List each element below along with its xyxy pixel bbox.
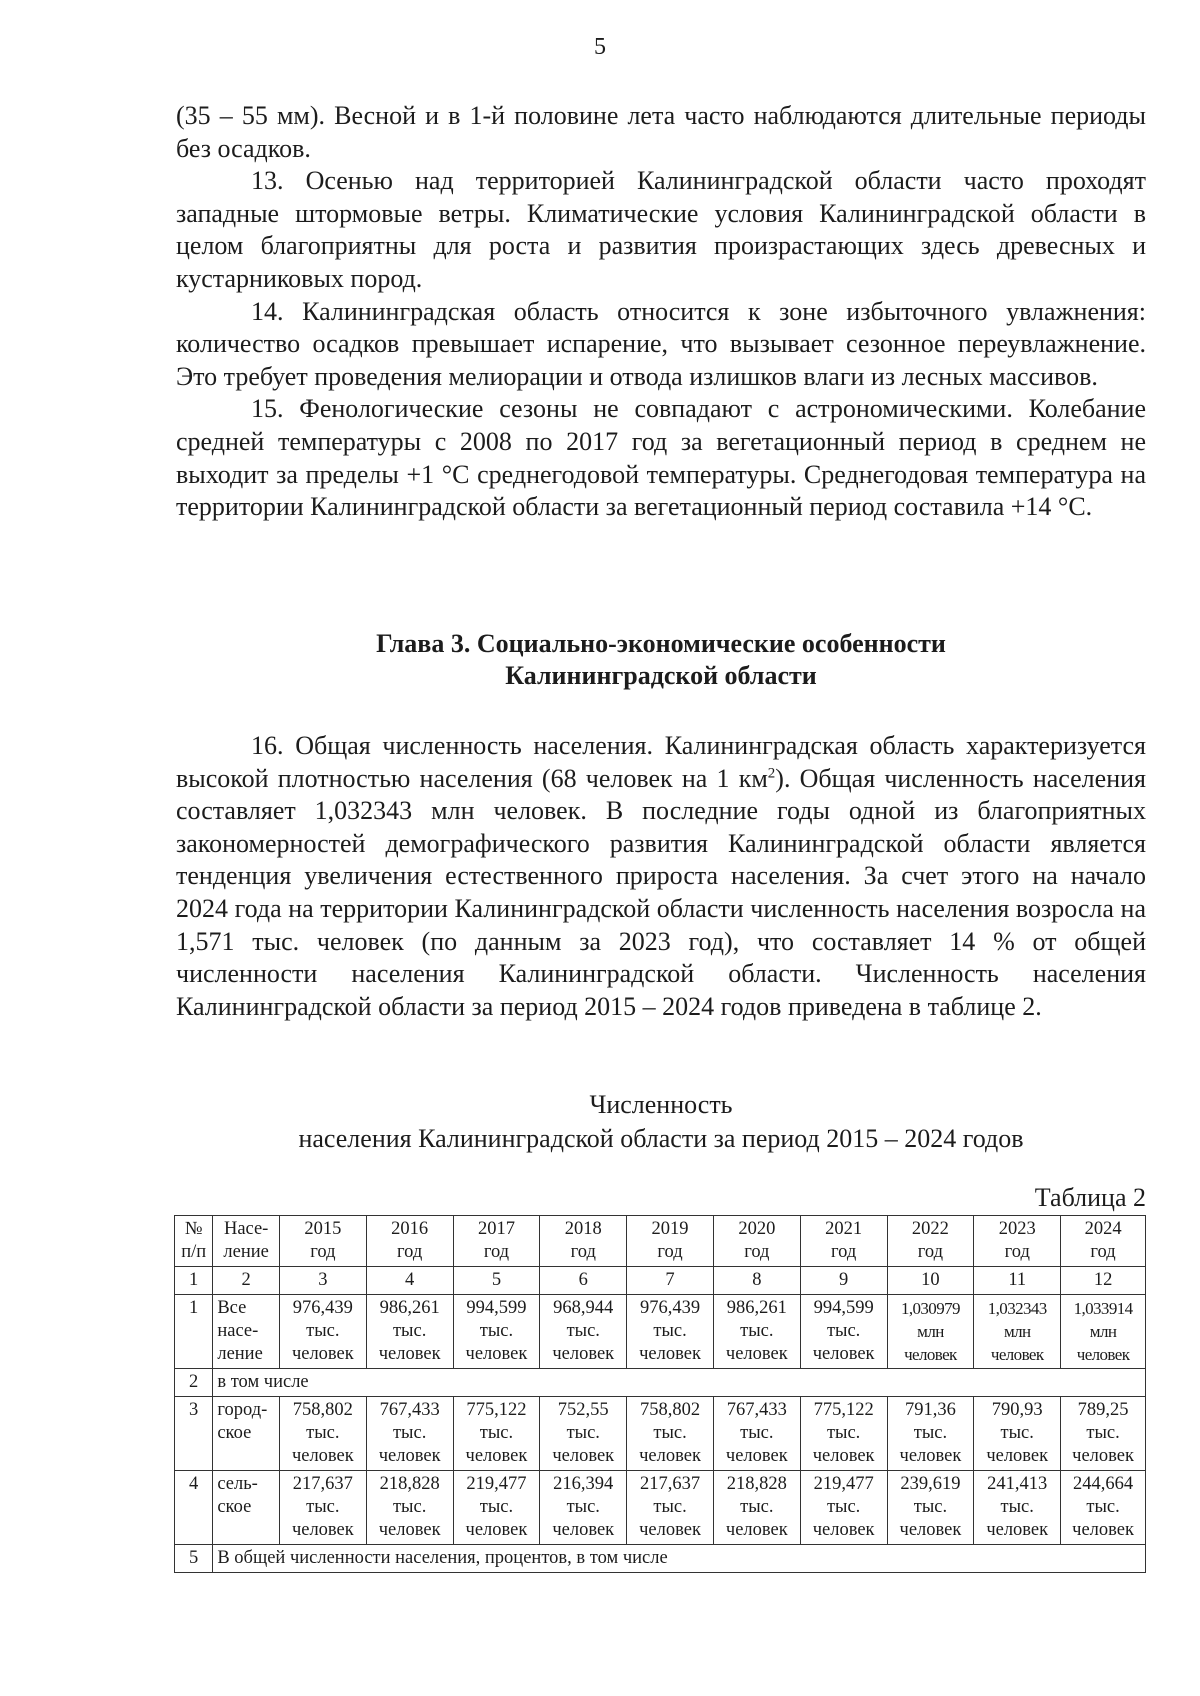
value-people: человек: [378, 1520, 441, 1540]
superscript-2: 2: [767, 764, 776, 781]
value-cell: [279, 1471, 366, 1545]
value-unit: тыс.: [1086, 1423, 1120, 1443]
value-people: человек: [291, 1520, 354, 1540]
value-unit: тыс.: [1086, 1497, 1120, 1517]
header-population-line2: ление: [223, 1242, 269, 1262]
paragraph-16-part1: 16. Общая численность населения. Калининградская область характеризуется высокой плотностью населения (68 человек на 1 км: [176, 731, 1146, 793]
value-number: 218,828: [726, 1474, 787, 1494]
value-unit: тыс.: [392, 1423, 427, 1443]
value-unit: тыс.: [740, 1423, 774, 1443]
value-people: человек: [1072, 1520, 1134, 1540]
chapter-heading-line2: Калининградской области: [505, 661, 817, 690]
paragraph-12-end: (35 – 55 мм). Весной и в 1-й половине лета часто наблюдаются длительные периоды без осадков.: [176, 101, 1146, 163]
value-number: 758,802: [639, 1400, 701, 1420]
value-people: человек: [465, 1446, 528, 1466]
value-number: 986,261: [379, 1298, 440, 1318]
value-cell: [279, 1295, 366, 1369]
paragraph-14: 14. Калининградская область относится к зоне избыточного увлажнения: количество осадков превышает испарение, что вызывает сезонное переувлажнение. Это требует проведения мелиорации и отвода излишков влаги из лесных массивов.: [176, 296, 1146, 391]
value-number: 775,122: [466, 1400, 527, 1420]
header-cell-year: [366, 1216, 453, 1267]
row-label-line1: сель-: [217, 1474, 258, 1494]
header-cell-year: [713, 1216, 800, 1267]
value-people: человек: [812, 1446, 875, 1466]
table-caption: [176, 1088, 1146, 1156]
value-number: 239,619: [900, 1474, 961, 1494]
paragraph-16-block: [176, 730, 1146, 1023]
header-year: 2015: [304, 1219, 342, 1239]
column-number-cell: 10: [887, 1267, 974, 1295]
value-people: человек: [812, 1344, 875, 1364]
value-people: человек: [986, 1520, 1049, 1540]
value-number: 789,25: [1077, 1400, 1129, 1420]
header-year-suffix: год: [744, 1242, 770, 1262]
value-unit: тыс.: [306, 1321, 340, 1341]
row-label-line2: насе-: [217, 1321, 259, 1341]
body-text: [176, 100, 1146, 524]
value-unit: тыс.: [826, 1497, 861, 1517]
row-label-cell: [213, 1397, 280, 1471]
value-cell: [540, 1397, 627, 1471]
value-unit: тыс.: [479, 1423, 514, 1443]
value-unit: тыс.: [306, 1423, 340, 1443]
value-unit: тыс.: [913, 1423, 948, 1443]
column-number-cell: 7: [627, 1267, 714, 1295]
value-number: 767,433: [726, 1400, 787, 1420]
table-row: [175, 1397, 1146, 1471]
header-cell-year: [974, 1216, 1061, 1267]
header-year: 2021: [825, 1219, 863, 1239]
chapter-heading: [176, 628, 1146, 692]
value-number: 217,637: [292, 1474, 353, 1494]
value-cell: [1061, 1397, 1146, 1471]
value-people: человек: [990, 1345, 1044, 1364]
value-people: человек: [904, 1345, 957, 1364]
value-cell: [800, 1397, 887, 1471]
header-year-suffix: год: [1004, 1242, 1030, 1262]
header-cell-year: [453, 1216, 540, 1267]
value-people: человек: [725, 1520, 788, 1540]
value-cell: [974, 1397, 1061, 1471]
value-cell: [453, 1397, 540, 1471]
row-number-cell: 3: [175, 1397, 213, 1471]
value-number: 775,122: [813, 1400, 874, 1420]
value-unit: тыс.: [1000, 1423, 1034, 1443]
value-number: 791,36: [904, 1400, 956, 1420]
column-number-cell: 2: [213, 1267, 280, 1295]
value-cell: [366, 1471, 453, 1545]
row-label-line1: Все: [217, 1298, 247, 1318]
row-label-line1: город-: [217, 1400, 268, 1420]
table-row: [175, 1545, 1146, 1573]
header-year-suffix: год: [310, 1242, 336, 1262]
column-number-cell: 9: [800, 1267, 887, 1295]
column-number-cell: 5: [453, 1267, 540, 1295]
value-unit: тыс.: [826, 1321, 861, 1341]
header-cell-year: [1061, 1216, 1146, 1267]
row-number-cell: 2: [175, 1369, 213, 1397]
value-cell: [974, 1471, 1061, 1545]
value-people: человек: [812, 1520, 875, 1540]
value-number: 752,55: [557, 1400, 609, 1420]
value-number: 968,944: [553, 1298, 614, 1318]
value-cell: [800, 1295, 887, 1369]
value-cell: [713, 1471, 800, 1545]
row-label-line2: ское: [217, 1423, 252, 1443]
paragraph-13: 13. Осенью над территорией Калининградской области часто проходят западные штормовые ветры. Климатические условия Калининградской области в целом благоприятны для роста и развития произрастающих здесь древесных и кустарниковых пород.: [176, 166, 1146, 293]
value-unit: тыс.: [566, 1497, 600, 1517]
value-number: 976,439: [639, 1298, 701, 1318]
value-cell: [540, 1471, 627, 1545]
header-cell-year: [279, 1216, 366, 1267]
value-cell: [627, 1295, 714, 1369]
header-cell-year: [800, 1216, 887, 1267]
value-people: человек: [639, 1344, 701, 1364]
value-cell: [974, 1295, 1061, 1369]
value-unit: тыс.: [479, 1497, 514, 1517]
value-people: человек: [1072, 1446, 1134, 1466]
column-number-cell: 3: [279, 1267, 366, 1295]
value-cell: [453, 1471, 540, 1545]
population-table: [174, 1215, 1146, 1573]
value-cell: [887, 1295, 974, 1369]
header-year-suffix: год: [397, 1242, 423, 1262]
value-unit: тыс.: [740, 1497, 774, 1517]
value-cell: [627, 1397, 714, 1471]
value-unit: тыс.: [913, 1497, 948, 1517]
paragraph-15: 15. Фенологические сезоны не совпадают с астрономическими. Колебание средней температуры с 2008 по 2017 год за вегетационный период в среднем не выходит за пределы +1 °С среднегодовой температуры. Среднегодовая температура на территории Калининградской области за вегетационный период составила +14 °С.: [176, 394, 1146, 522]
value-unit: тыс.: [653, 1497, 687, 1517]
header-number-line1: №: [184, 1219, 203, 1239]
column-number-cell: 1: [175, 1267, 213, 1295]
value-people: человек: [725, 1446, 788, 1466]
value-unit: тыс.: [566, 1423, 600, 1443]
value-people: человек: [291, 1446, 354, 1466]
header-cell-population: [213, 1216, 280, 1267]
table-caption-line1: Численность: [589, 1090, 733, 1119]
row-number-cell: 1: [175, 1295, 213, 1369]
value-people: человек: [639, 1446, 701, 1466]
table-caption-line2: населения Калининградской области за период 2015 – 2024 годов: [298, 1124, 1024, 1153]
header-number-line2: п/п: [181, 1242, 207, 1262]
header-year: 2022: [911, 1219, 949, 1239]
page-number: 5: [594, 34, 606, 60]
value-cell: [713, 1397, 800, 1471]
value-number: 994,599: [466, 1298, 527, 1318]
value-number: 217,637: [639, 1474, 701, 1494]
value-people: человек: [899, 1446, 962, 1466]
value-cell: [540, 1295, 627, 1369]
row-label-line2: ское: [217, 1497, 252, 1517]
value-unit: тыс.: [740, 1321, 774, 1341]
value-unit: млн: [917, 1322, 944, 1341]
row-span-cell: В общей численности населения, процентов, в том числе: [213, 1545, 1146, 1573]
value-number: 986,261: [726, 1298, 787, 1318]
column-number-cell: 6: [540, 1267, 627, 1295]
row-label-cell: [213, 1295, 280, 1369]
value-unit: тыс.: [653, 1321, 687, 1341]
value-people: человек: [552, 1344, 615, 1364]
value-cell: [366, 1397, 453, 1471]
value-people: человек: [899, 1520, 962, 1540]
value-number: 219,477: [466, 1474, 527, 1494]
value-unit: тыс.: [392, 1497, 427, 1517]
table-row: [175, 1471, 1146, 1545]
header-year-suffix: год: [657, 1242, 683, 1262]
value-people: человек: [552, 1520, 615, 1540]
value-unit: тыс.: [1000, 1497, 1034, 1517]
value-unit: тыс.: [653, 1423, 687, 1443]
value-cell: [800, 1471, 887, 1545]
value-people: человек: [378, 1344, 441, 1364]
value-number: 1,032343: [987, 1299, 1047, 1318]
value-people: человек: [291, 1344, 354, 1364]
value-number: 216,394: [553, 1474, 614, 1494]
header-year: 2023: [998, 1219, 1036, 1239]
table-header-row: [175, 1216, 1146, 1267]
value-number: 241,413: [987, 1474, 1048, 1494]
header-year: 2024: [1084, 1219, 1122, 1239]
value-people: человек: [1076, 1345, 1130, 1364]
row-label-cell: [213, 1471, 280, 1545]
column-number-cell: 4: [366, 1267, 453, 1295]
value-unit: млн: [1089, 1322, 1117, 1341]
value-people: человек: [725, 1344, 788, 1364]
header-population-line1: Насе-: [223, 1219, 269, 1239]
header-year: 2020: [738, 1219, 776, 1239]
value-people: человек: [552, 1446, 615, 1466]
value-cell: [1061, 1471, 1146, 1545]
column-number-cell: 8: [713, 1267, 800, 1295]
value-unit: тыс.: [306, 1497, 340, 1517]
value-unit: млн: [1003, 1322, 1031, 1341]
value-number: 244,664: [1073, 1474, 1134, 1494]
table-row: [175, 1369, 1146, 1397]
value-unit: тыс.: [392, 1321, 427, 1341]
paragraph-16: [176, 730, 1146, 1023]
value-cell: [887, 1471, 974, 1545]
header-year-suffix: год: [1090, 1242, 1116, 1262]
header-cell-year: [540, 1216, 627, 1267]
value-number: 758,802: [292, 1400, 353, 1420]
value-people: человек: [465, 1344, 528, 1364]
value-number: 1,030979: [900, 1299, 960, 1318]
table-column-number-row: [175, 1267, 1146, 1295]
header-year-suffix: год: [917, 1242, 944, 1262]
paragraph-16-part2: ). Общая численность населения составляет 1,032343 млн человек. В последние годы одной из благоприятных закономерностей демографического развития Калининградской области является тенденция увеличения естественного прироста населения. За счет этого на начало 2024 года на территории Калининградской области численность населения возросла на 1,571 тыс. человек (по данным за 2023 год), что составляет 14 % от общей численности населения Калининградской области. Численность населения Калининградской области за период 2015 – 2024 годов приведена в таблице 2.: [176, 763, 1146, 1021]
value-cell: [453, 1295, 540, 1369]
header-year-suffix: год: [831, 1242, 857, 1262]
value-number: 219,477: [813, 1474, 874, 1494]
value-number: 1,033914: [1073, 1299, 1133, 1318]
chapter-heading-line1: Глава 3. Социально-экономические особенности: [376, 629, 946, 658]
table-row: [175, 1295, 1146, 1369]
header-year: 2016: [391, 1219, 429, 1239]
row-label-line3: ление: [217, 1344, 263, 1364]
value-cell: [713, 1295, 800, 1369]
value-cell: [279, 1397, 366, 1471]
value-unit: тыс.: [566, 1321, 600, 1341]
value-number: 218,828: [379, 1474, 440, 1494]
value-cell: [1061, 1295, 1146, 1369]
value-number: 767,433: [379, 1400, 440, 1420]
value-cell: [627, 1471, 714, 1545]
table-number: Таблица 2: [1034, 1183, 1146, 1212]
value-people: человек: [986, 1446, 1049, 1466]
header-year-suffix: год: [570, 1242, 596, 1262]
value-people: человек: [465, 1520, 528, 1540]
header-cell-number: [175, 1216, 213, 1267]
value-unit: тыс.: [826, 1423, 861, 1443]
value-people: человек: [378, 1446, 441, 1466]
value-cell: [366, 1295, 453, 1369]
header-cell-year: [887, 1216, 974, 1267]
value-people: человек: [639, 1520, 701, 1540]
row-number-cell: 4: [175, 1471, 213, 1545]
column-number-cell: 11: [974, 1267, 1061, 1295]
row-number-cell: 5: [175, 1545, 213, 1573]
column-number-cell: 12: [1061, 1267, 1146, 1295]
value-number: 790,93: [991, 1400, 1043, 1420]
value-number: 994,599: [813, 1298, 874, 1318]
header-year: 2017: [477, 1219, 515, 1239]
value-unit: тыс.: [479, 1321, 514, 1341]
value-cell: [887, 1397, 974, 1471]
value-number: 976,439: [292, 1298, 353, 1318]
header-cell-year: [627, 1216, 714, 1267]
header-year-suffix: год: [483, 1242, 510, 1262]
row-span-cell: в том числе: [213, 1369, 1146, 1397]
header-year: 2019: [651, 1219, 689, 1239]
header-year: 2018: [564, 1219, 602, 1239]
